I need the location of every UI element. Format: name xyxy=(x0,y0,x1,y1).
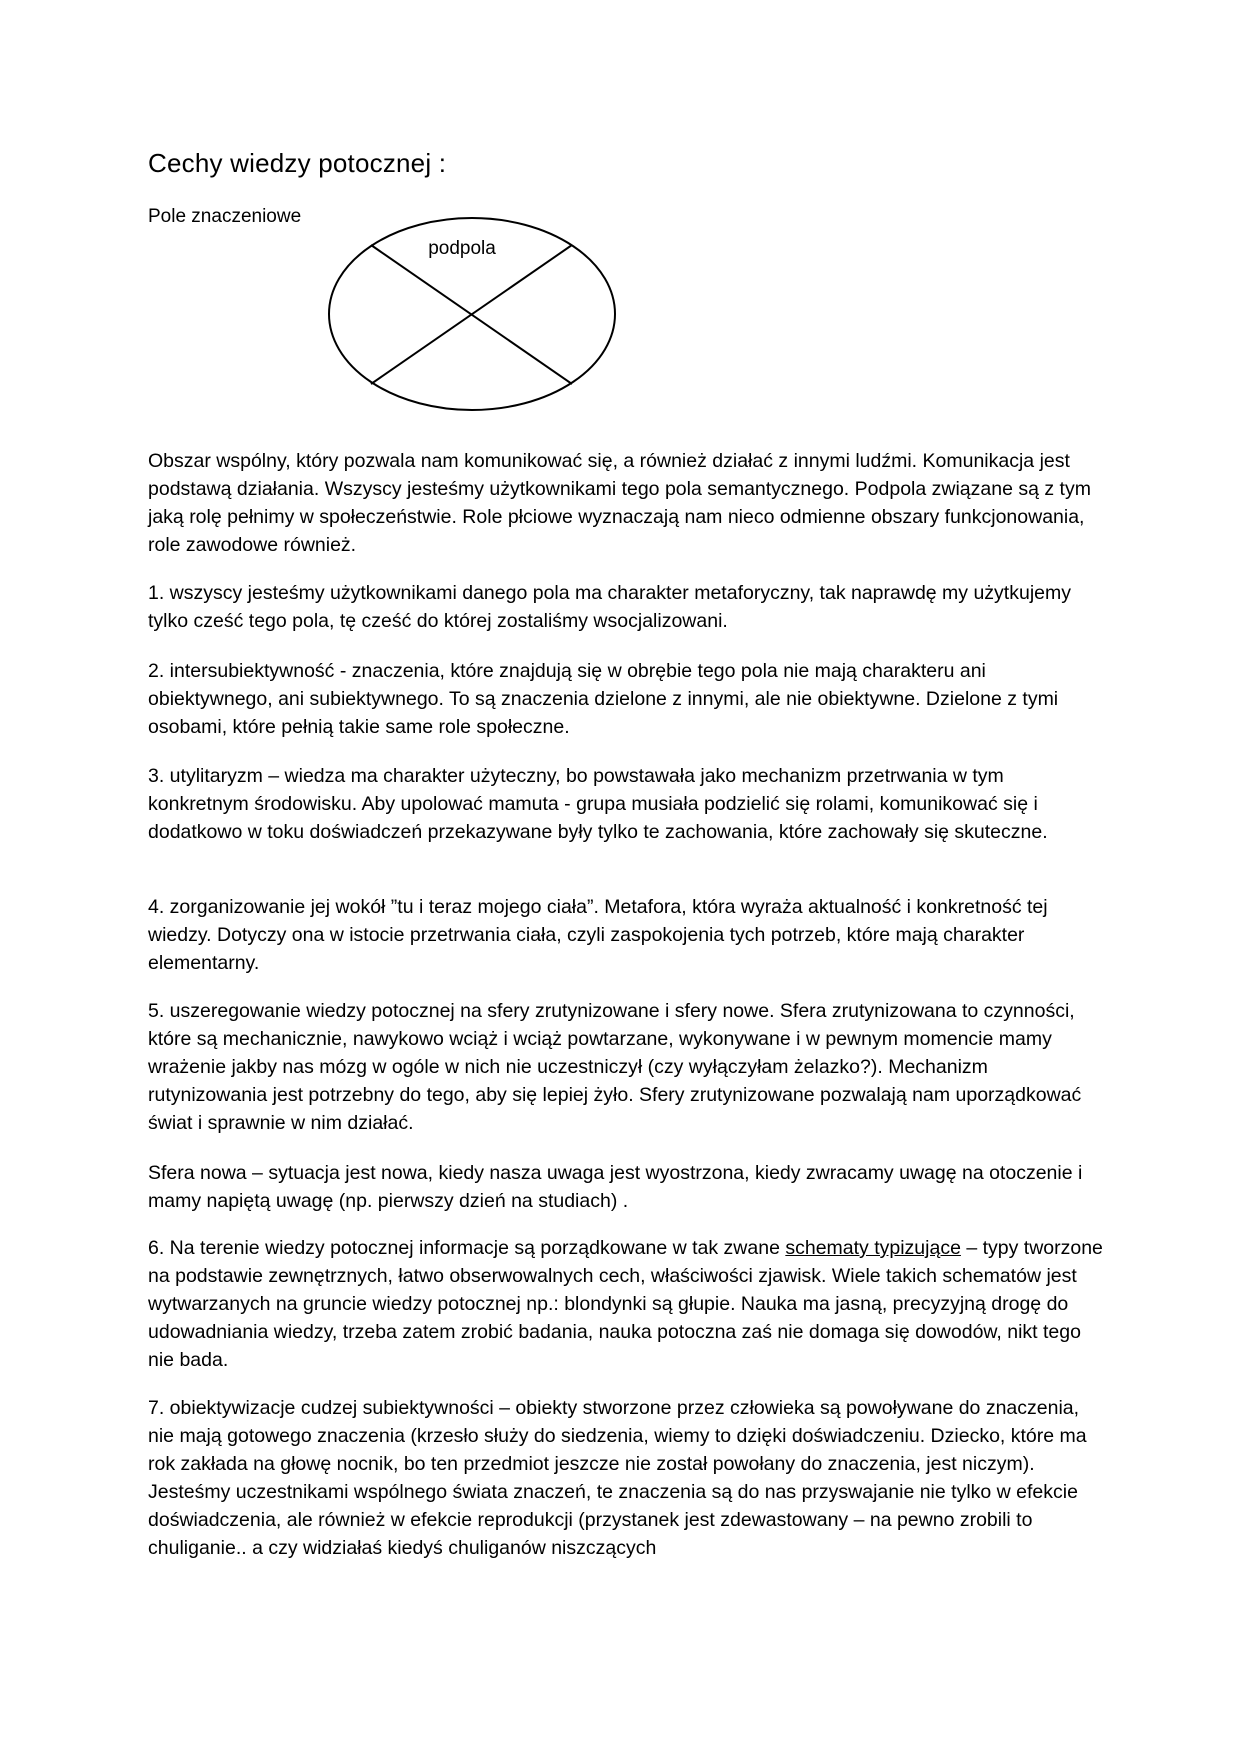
paragraph-new-sphere: Sfera nowa – sytuacja jest nowa, kiedy nasza uwaga jest wyostrzona, kiedy zwracamy uwagę na otoczenie i mamy napiętą uwagę (np. pierwszy dzień na studiach) . xyxy=(148,1162,1083,1212)
paragraph-point-2: 2. intersubiektywność - znaczenia, które znajdują się w obrębie tego pola nie mają charakteru ani obiektywnego, ani subiektywnego. To są znaczenia dzielone z innymi, ale nie obiektywne. Dzielone z tymi osobami, które pełnią takie same role społeczne. xyxy=(148,660,1059,738)
section-subtitle: Pole znaczeniowe xyxy=(148,206,302,227)
semantic-field-diagram xyxy=(325,214,620,414)
paragraph-point-6 xyxy=(148,1234,1108,1374)
subfields-label: podpola xyxy=(428,238,496,259)
point-6-text-before: 6. Na terenie wiedzy potocznej informacje są porządkowane w tak zwane xyxy=(148,1237,786,1259)
paragraph-point-3: 3. utylitaryzm – wiedza ma charakter użyteczny, bo powstawała jako mechanizm przetrwania w tym konkretnym środowisku. Aby upolować mamuta - grupa musiała podzielić się rolami, komunikować się i dodatkowo w toku doświadczeń przekazywane były tylko te zachowania, które zachowały się skuteczne. xyxy=(148,765,1048,843)
point-6-text-after: – typy tworzone na podstawie zewnętrznych, łatwo obserwowalnych cech, właściwości zjawisk. Wiele takich schematów jest wytwarzanych na gruncie wiedzy potocznej np.: blondynki są głupie. Nauka ma jasną, precyzyjną drogę do udowadniania wiedzy, trzeba zatem zrobić badania, nauka potoczna zaś nie domaga się dowodów, nikt tego nie bada. xyxy=(148,1237,1103,1371)
document-title: Cechy wiedzy potocznej : xyxy=(148,148,447,178)
paragraph-point-1: 1. wszyscy jesteśmy użytkownikami danego pola ma charakter metaforyczny, tak naprawdę my użytkujemy tylko cześć tego pola, tę cześć do której zostaliśmy wsocjalizowani. xyxy=(148,582,1071,632)
paragraph-point-7: 7. obiektywizacje cudzej subiektywności – obiekty stworzone przez człowieka są powoływane do znaczenia, nie mają gotowego znaczenia (krzesło służy do siedzenia, wiemy to dzięki doświadczeniu. Dziecko, które ma rok zakłada na głowę nocnik, bo ten przedmiot jeszcze nie został powołany do znaczenia, jest niczym). Jesteśmy uczestnikami wspólnego świata znaczeń, te znaczenia są do nas przyswajanie nie tylko w efekcie doświadczenia, ale również w efekcie reprodukcji (przystanek jest zdewastowany – na pewno zrobili to chuliganie.. a czy widziałaś kiedyś chuliganów niszczących xyxy=(148,1397,1087,1559)
typifying-schemes-term: schematy typizujące xyxy=(785,1237,961,1259)
paragraph-point-5: 5. uszeregowanie wiedzy potocznej na sfery zrutynizowane i sfery nowe. Sfera zrutynizowana to czynności, które są mechanicznie, nawykowo wciąż i wciąż powtarzane, wykonywane i w pewnym momencie mamy wrażenie jakby nas mózg w ogóle w nich nie uczestniczył (czy wyłączyłam żelazko?). Mechanizm rutynizowania jest potrzebny do tego, aby się lepiej żyło. Sfery zrutynizowane pozwalają nam uporządkować świat i sprawnie w nim działać. xyxy=(148,1000,1082,1134)
paragraph-point-4: 4. zorganizowanie jej wokół ”tu i teraz mojego ciała”. Metafora, która wyraża aktualność i konkretność tej wiedzy. Dotyczy ona w istocie przetrwania ciała, czyli zaspokojenia tych potrzeb, które mają charakter elementarny. xyxy=(148,896,1048,974)
paragraph-intro: Obszar wspólny, który pozwala nam komunikować się, a również działać z innymi ludźmi. Komunikacja jest podstawą działania. Wszyscy jesteśmy użytkownikami tego pola semantycznego. Podpola związane są z tym jaką rolę pełnimy w społeczeństwie. Role płciowe wyznaczają nam nieco odmienne obszary funkcjonowania, role zawodowe również. xyxy=(148,450,1091,556)
